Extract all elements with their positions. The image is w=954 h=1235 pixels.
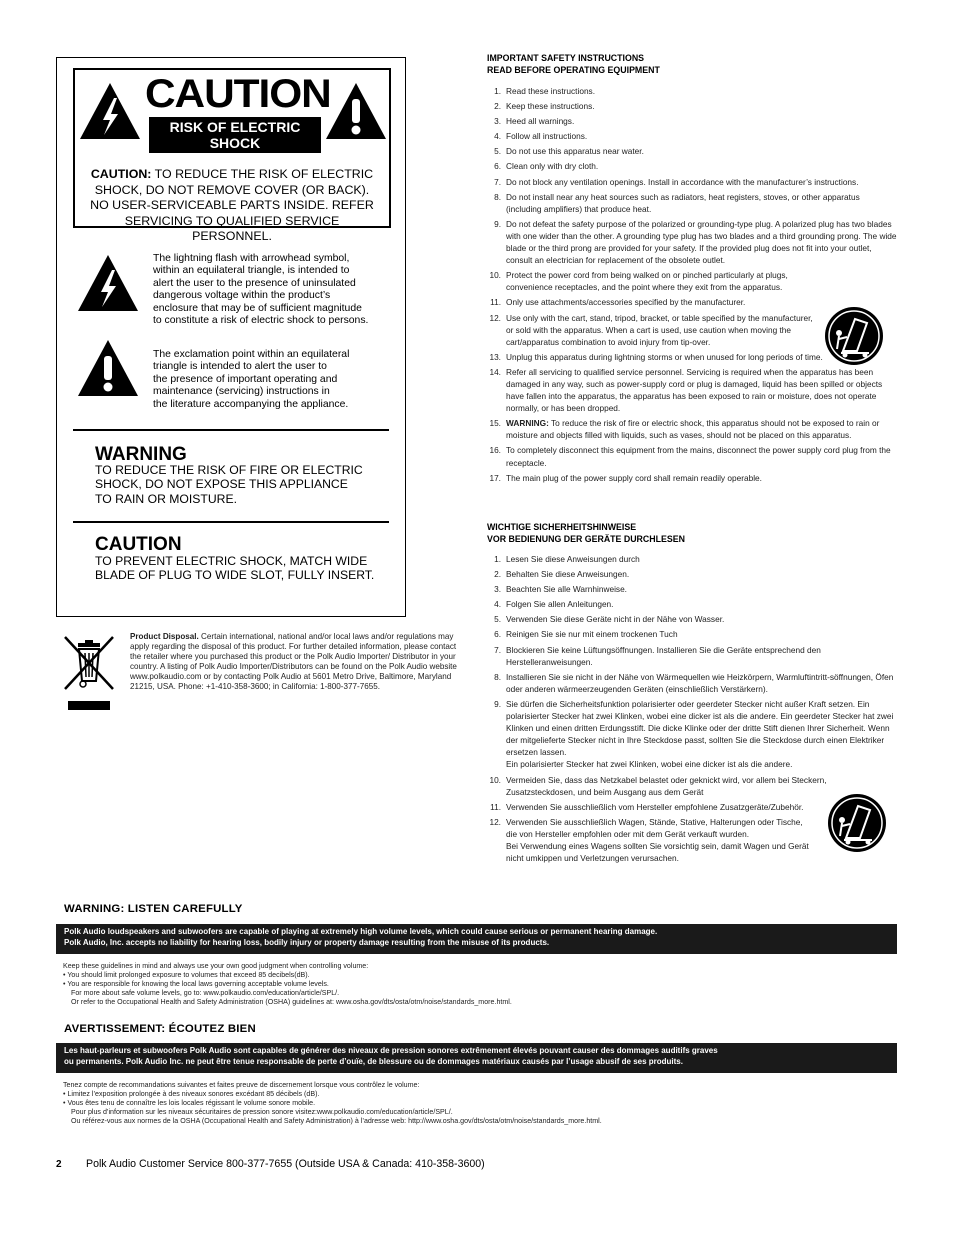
item-text: Lesen Sie diese Anweisungen durch [506,554,640,564]
item-number: 7. [494,644,501,655]
item-text: Verwenden Sie ausschließlich vom Hersteller empfohlene Zusatzgeräte/Zubehör. [506,801,804,812]
item-number: 5. [494,614,501,625]
item-text: Reinigen Sie sie nur mit einem trockenen Tuch [506,629,678,640]
caution-box-text [85,167,379,245]
list-item [487,613,897,625]
exclamation-description [153,349,349,411]
list-item [487,472,897,484]
caution-title: CAUTION [145,72,331,116]
divider [73,521,389,523]
risk-banner [149,117,321,169]
guideline-line: Ou référez-vous aux normes de la OSHA (Occupational Health and Safety Administration) à l’adresse web: http://www.osha.gov/dts/osta/otm/noise/standards_more.html. [71,1117,602,1125]
list-item [487,130,897,142]
list-item [487,583,897,595]
item-text: The main plug of the power supply cord shall remain readily operable. [506,472,762,483]
exclamation-line: The exclamation point within an equilateral [153,349,350,360]
warning-heading: WARNING [95,444,187,465]
item-number: 9. [494,698,501,709]
item-number: 17. [489,472,501,483]
guideline-line: For more about safe volume levels, go to: www.polkaudio.com/education/article/SPL/. [71,989,340,997]
lightning-line: alert the user to the presence of uninsulated [153,277,356,289]
item-text: Only use attachments/accessories specified by the manufacturer. [506,297,746,308]
product-disposal-text [130,632,466,692]
item-number: 11. [490,297,501,308]
lightning-line: The lightning flash with arrowhead symbol, [153,253,350,264]
list-item [487,568,897,580]
item-number: 13. [489,351,501,362]
guideline-line: Keep these guidelines in mind and always use your own good judgment when controlling volume: [63,962,369,970]
safety-heading-line: WICHTIGE SICHERHEITSHINWEISE [487,522,637,532]
guideline-line: Or refer to the Occupational Health and Safety Administration (OSHA) guidelines at: www.osha.gov/dts/osta/otm/noise/standards_more.html. [71,998,512,1006]
list-item [487,553,897,565]
list-item [487,644,897,668]
caution-box-label: CAUTION: [90,167,152,181]
list-item [487,115,897,127]
exclamation-line: the literature accompanying the appliance. [153,398,349,410]
disposal-label: Product Disposal. [130,632,199,641]
item-number: 15. [489,418,501,429]
item-number: 1. [494,554,501,564]
item-text: Folgen Sie allen Anleitungen. [506,599,614,610]
customer-service-line: Polk Audio Customer Service 800-377-7655 (Outside USA & Canada: 410-358-3600) [86,1158,485,1170]
caution-label-box [73,68,391,243]
item-text: Do not block any ventilation openings. Install in accordance with the manufacturer’s instructions. [506,176,859,187]
item-text: Read these instructions. [506,86,596,96]
item-text: Follow all instructions. [506,131,588,142]
guideline-line: • Vous êtes tenu de connaître les lois locales régissant le volume sonore mobile. [63,1099,316,1107]
item-number: 7. [494,176,501,187]
disposal-bar [68,701,110,710]
item-text: Beachten Sie alle Warnhinweise. [506,584,627,595]
item-text: Blockieren Sie keine Lüftungsöffnungen. Installieren Sie die Geräte entsprechend den Herstelleranweisungen. [506,644,821,667]
volume-guidelines-en [63,962,512,1007]
list-item [487,671,897,695]
list-item [487,160,897,172]
list-item [487,176,897,188]
item-text: Refer all servicing to qualified service personnel. Servicing is required when the apparatus has been damaged in any way, such as power-supply cord or plug is damaged, liquid has been spilled or objects have fallen into the apparatus, the apparatus has been exposed to rain or moisture, does not operate normally, or has been dropped. [506,366,883,414]
caution-line: BLADE OF PLUG TO WIDE SLOT, FULLY INSERT. [95,568,375,583]
item-text: Heed all warnings. [506,116,575,127]
safety-heading-de [487,522,685,545]
listen-warning-bar-fr [56,1043,897,1073]
exclamation-warning-icon [325,82,387,140]
guideline-line: • You should limit prolonged exposure to volumes that exceed 85 decibels(dB). [63,971,310,979]
risk-line: RISK OF ELECTRIC SHOCK [169,119,301,151]
caution-box-line-1: TO REDUCE THE RISK OF ELECTRIC [151,167,374,181]
item-text: Do not defeat the safety purpose of the polarized or grounding-type plug. A polarized plug has two blades with one wider than the other. A grounding type plug has two blades and a third grounding prong. The wide blade or the third prong are provided for your safety. If the provided plug does not fit into your outlet, consult an electrician for replacement of the obsolete outlet. [506,218,897,266]
item-text: Do not use this apparatus near water. [506,146,644,157]
item-number: 1. [494,86,501,96]
warning-line: TO REDUCE THE RISK OF FIRE OR ELECTRIC [95,463,363,477]
exclamation-line: the presence of important operating and [153,373,338,385]
caution-box-line-2: SHOCK, DO NOT REMOVE COVER (OR BACK). [94,182,370,197]
safety-heading-line: IMPORTANT SAFETY INSTRUCTIONS [487,53,645,63]
guideline-line: Pour plus d’information sur les niveaux sécuritaires de pression sonore visitez:www.polkaudio.com/education/article/SPL/. [71,1108,453,1116]
item-text: Use only with the cart, stand, tripod, bracket, or table specified by the manufacturer, or sold with the apparatus. When a cart is used, use caution when moving the cart/apparatus combination to avoid injury from tip-over. [506,312,813,347]
lightning-description [153,253,368,327]
page-number: 2 [56,1159,62,1170]
item-number: 8. [494,191,501,202]
warning-body [95,463,395,506]
cart-warning-icon [826,792,888,854]
lightning-line: enclosure that may be of sufficient magnitude [153,302,362,314]
item-text-continued: Ein polarisierter Stecker hat zwei Klinken, wobei eine dicker ist als die andere. [506,759,793,770]
item-text: Vermeiden Sie, dass das Netzkabel belastet oder geknickt wird, vor allem bei Steckern, Zusatzsteckdosen, und beim Ausgang aus dem Gerät [506,774,827,797]
list-item [487,312,816,348]
item-number: 6. [494,161,501,172]
item-number: 14. [489,366,501,377]
guideline-line: • You are responsible for knowing the local laws governing acceptable volume levels. [63,980,329,988]
item-text: Behalten Sie diese Anweisungen. [506,569,630,580]
item-number: 9. [494,218,501,229]
warning-line: SHOCK, DO NOT EXPOSE THIS APPLIANCE [95,477,348,492]
exclamation-line: maintenance (servicing) instructions in [153,386,330,398]
item-text: To reduce the risk of fire or electric shock, this apparatus should not be exposed to rain or moisture and objects filled with liquids, such as vases, should not be placed on this apparatus. [506,418,880,441]
item-number: 4. [494,599,501,610]
item-text: Verwenden Sie ausschließlich Wagen, Stände, Stative, Halterungen oder Tische, die von Hersteller empfohlen oder mit dem Gerät verkauft wurden. [506,816,803,839]
warning-bar-line: ou permanents. Polk Audio Inc. ne peut être tenue responsable de perte d’ouïe, de blessure ou de dommages matériaux causés par l’usage abusif de ses produits. [64,1057,683,1066]
caution-heading: CAUTION [95,534,182,555]
item-number: 2. [494,569,501,580]
caution-panel [56,57,406,617]
item-text: Keep these instructions. [506,101,595,112]
safety-heading-line: VOR BEDIENUNG DER GERÄTE DURCHLESEN [487,533,685,544]
warning-bar-line: Polk Audio, Inc. accepts no liability for hearing loss, bodily injury or property damage resulting from the misuse of its products. [64,938,550,947]
item-text: Protect the power cord from being walked on or pinched particularly at plugs, convenience receptacles, and the point where they exit from the apparatus. [506,270,788,293]
list-item [487,366,897,414]
crossed-bin-icon [61,633,117,693]
caution-box-line-3: NO USER-SERVICEABLE PARTS INSIDE. REFER [90,198,374,212]
warning-bar-line: Polk Audio loudspeakers and subwoofers are capable of playing at extremely high volume levels, which could cause serious or permanent hearing damage. [64,927,658,936]
list-item [487,145,897,157]
list-item [487,100,897,112]
caution-body [95,554,395,583]
cart-warning-icon [823,305,885,367]
lightning-warning-icon [79,82,141,140]
item-number: 5. [494,146,501,157]
list-item [487,628,897,640]
item-number: 16. [489,445,501,456]
volume-guidelines-fr [63,1081,602,1126]
lightning-symbol-icon [77,254,139,312]
lightning-line: dangerous voltage within the product’s [153,290,331,302]
list-item [487,598,897,610]
listen-warning-heading-en: WARNING: LISTEN CAREFULLY [64,903,243,915]
exclamation-symbol-icon [77,339,139,397]
list-item [487,417,897,441]
listen-warning-bar-en [56,924,897,954]
list-item [487,218,897,266]
item-text: To completely disconnect this equipment from the mains, disconnect the power supply cord plug from the receptacle. [506,445,891,468]
item-text: Unplug this apparatus during lightning storms or when unused for long periods of time. [506,351,823,362]
item-number: 11. [490,801,501,812]
item-text: Verwenden Sie diese Geräte nicht in der Nähe von Wasser. [506,614,725,625]
caution-box-line-4: SERVICING TO QUALIFIED SERVICE PERSONNEL. [124,213,340,243]
item-number: 6. [494,629,501,640]
item-number: 12. [489,312,501,323]
item-text: Clean only with dry cloth. [506,161,599,172]
item-text-continued: Bei Verwendung eines Wagens sollten Sie vorsichtig sein, damit Wagen und Gerät nicht umkippen und Verletzungen verursachen. [506,840,809,864]
warning-bar-line: Les haut-parleurs et subwoofers Polk Audio sont capables de générer des niveaux de pression sonores extrêmement élevés pouvant causer des dommages auditifs graves [64,1046,718,1055]
item-number: 3. [494,116,501,127]
warning-line: TO RAIN OR MOISTURE. [95,491,237,506]
list-item [487,191,897,215]
item-number: 10. [489,774,501,785]
listen-warning-heading-fr: AVERTISSEMENT: ÉCOUTEZ BIEN [64,1023,256,1035]
guideline-line: • Limitez l’exposition prolongée à des niveaux sonores excédant 85 décibels (dB). [63,1090,320,1098]
item-number: 4. [494,131,501,142]
safety-heading-en [487,53,660,76]
do-not-open-line: DO NOT OPEN [175,150,295,169]
caution-line: TO PREVENT ELECTRIC SHOCK, MATCH WIDE [95,554,368,568]
list-item [487,85,897,97]
disposal-body: Certain international, national and/or local laws and/or regulations may apply regarding the disposal of this product. For further detailed information, please contact the retailer where you purchased this product or the Polk Audio Importer/ Distributor in your country. A listing of Polk Audio Importer/Distributors can be found on the Polk Audio website www.polkaudio.com or by contacting Polk Audio at 5601 Metro Drive, Baltimore, Maryland 21215, USA. Phone: +1-410-358-3600; in California: 1-800-377-7655. [130,632,457,691]
lightning-line: within an equilateral triangle, is intended to [153,265,350,277]
lightning-line: to constitute a risk of electric shock to persons. [153,315,369,327]
item-text: Do not install near any heat sources such as radiators, heat registers, stoves, or other apparatus (including amplifiers) that produce heat. [506,191,860,214]
guideline-line: Tenez compte de recommandations suivantes et faites preuve de discernement lorsque vous contrôlez le volume: [63,1081,420,1089]
item-number: 3. [494,584,501,595]
item-number: 2. [494,101,501,112]
item-number: 8. [494,671,501,682]
item-number: 10. [489,270,501,281]
list-item [487,816,816,864]
item-emphasis: WARNING: [506,418,549,429]
safety-heading-line: READ BEFORE OPERATING EQUIPMENT [487,64,660,75]
list-item [487,269,816,293]
list-item [487,444,897,468]
item-number: 12. [489,816,501,827]
exclamation-line: triangle is intended to alert the user to [153,361,327,373]
safety-list-en [487,85,897,487]
item-text: Installieren Sie sie nicht in der Nähe von Wärmequellen wie Heizkörpern, Warmluftintritt-söffnungen, Öfen oder anderen wärmeerzeugenden Geräten (einschließlich Verstärkern). [506,671,894,694]
item-text: Sie dürfen die Sicherheitsfunktion polarisierter oder geerdeter Stecker nicht außer Kraft setzen. Ein polarisierter Stecker hat zwei Klinken, wobei eine dicker ist als die andere. Ein geerdeter Stecker hat zwei Klinken und einen dritten Erdungsstift. Die dicke Klinke oder der dritte Stift dienen Ihrer Sicherheit. Wenn der mitgelieferte Stecker nicht in Ihre Steckdose passt, sollten Sie die Steckdose durch einen Elektriker ersetzen lassen. [506,698,894,758]
divider [73,429,389,431]
list-item [487,698,897,771]
